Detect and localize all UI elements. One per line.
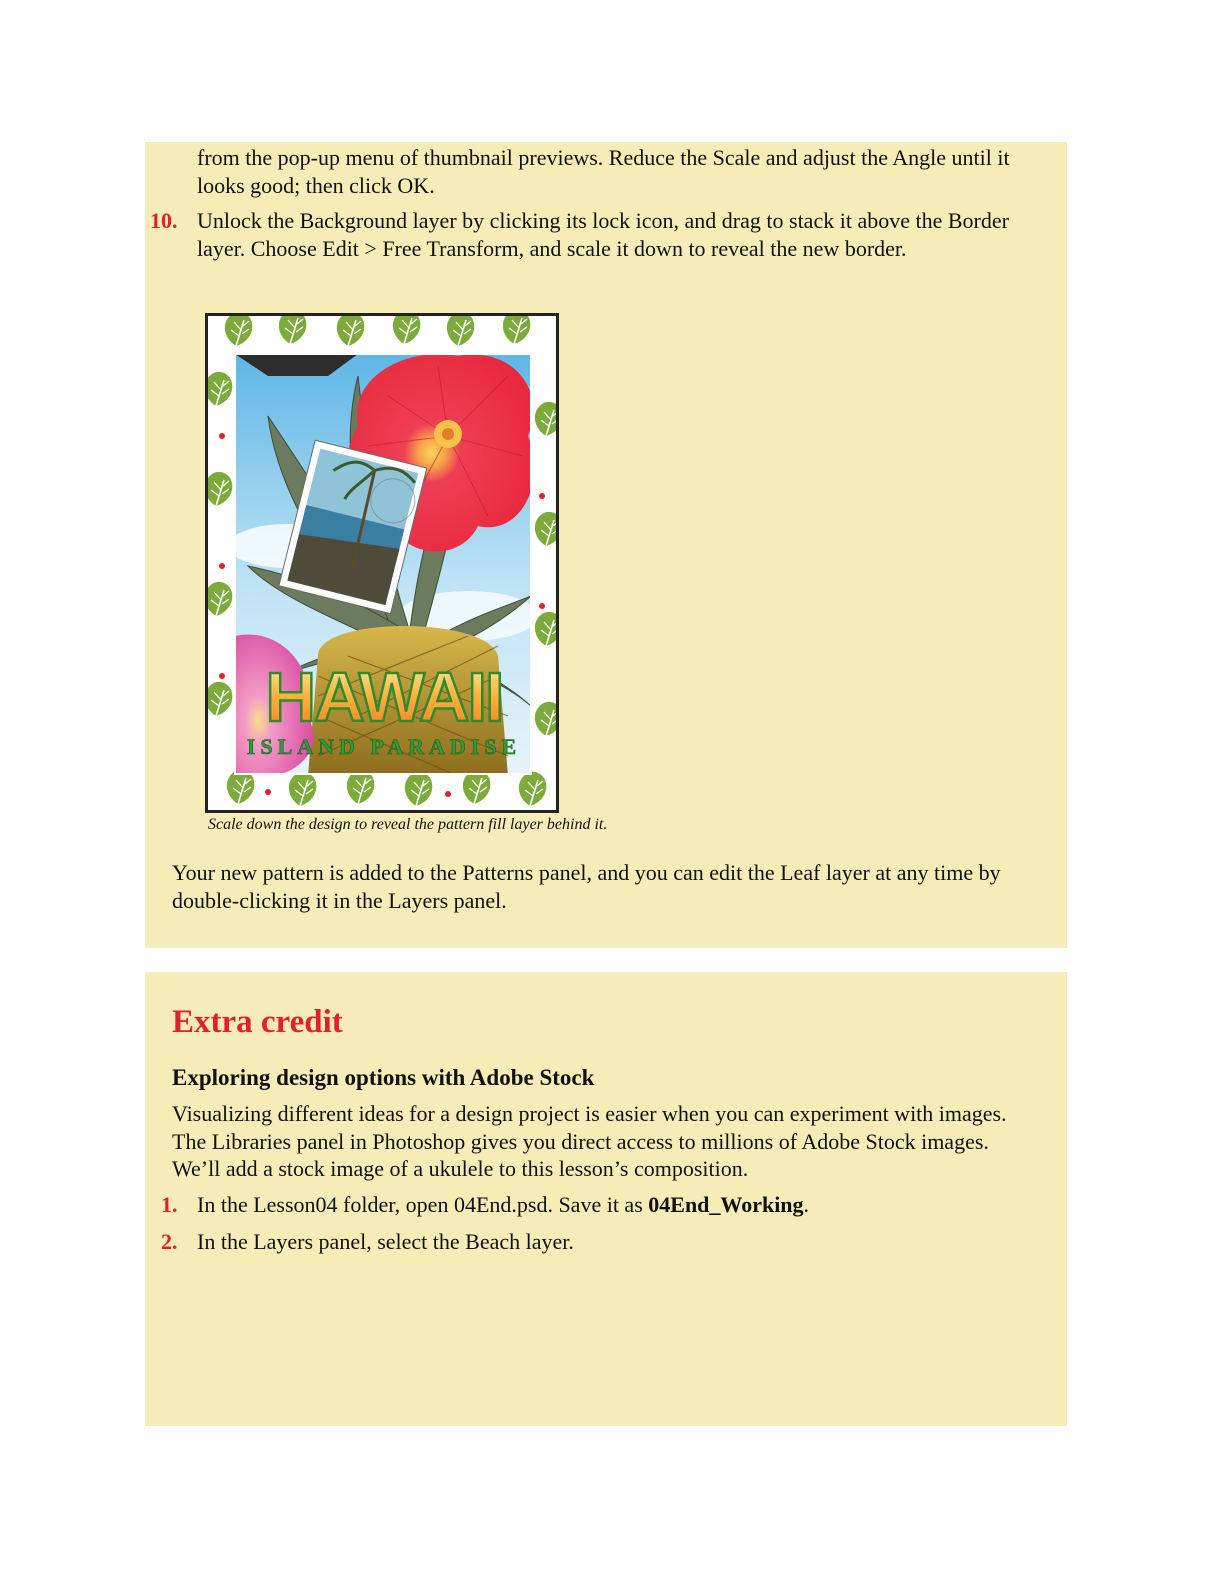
step-2-text: In the Layers panel, select the Beach layer. [197,1229,574,1254]
poster-title: HAWAII [265,658,503,736]
step-number-10: 10. [150,208,178,233]
step-1-text [197,1191,1037,1219]
extra-credit-heading: Extra credit [172,1004,343,1040]
step-1-text-after: . [803,1192,810,1217]
poster-subtitle: ISLAND PARADISE [246,734,522,759]
step-1-text-before: In the Lesson04 folder, open 04End.psd. Save it as [197,1192,649,1217]
extra-credit-subheading: Exploring design options with Adobe Stock [172,1065,595,1090]
instruction-box [145,142,1067,948]
continuation-text: from the pop-up menu of thumbnail previews. Reduce the Scale and adjust the Angle until it looks good; then click OK. [197,145,1010,198]
step-number-1: 1. [161,1192,178,1217]
step-1-filename: 04End_Working [648,1192,804,1217]
step-number-2: 2. [161,1229,178,1254]
extra-credit-intro: Visualizing different ideas for a design project is easier when you can experiment with images. The Libraries panel in Photoshop gives you direct access to millions of Adobe Stock images. We’ll add a stock image of a ukulele to this lesson’s composition. [172,1101,1007,1181]
hawaii-poster-figure [205,313,559,813]
figure-caption: Scale down the design to reveal the pattern fill layer behind it. [208,816,608,833]
closing-text: Your new pattern is added to the Patterns panel, and you can edit the Leaf layer at any time by double-clicking it in the Layers panel. [172,860,1001,913]
step-10-text: Unlock the Background layer by clicking its lock icon, and drag to stack it above the Border layer. Choose Edit > Free Transform, and scale it down to reveal the new border. [197,208,1009,261]
extra-credit-box [145,972,1067,1426]
